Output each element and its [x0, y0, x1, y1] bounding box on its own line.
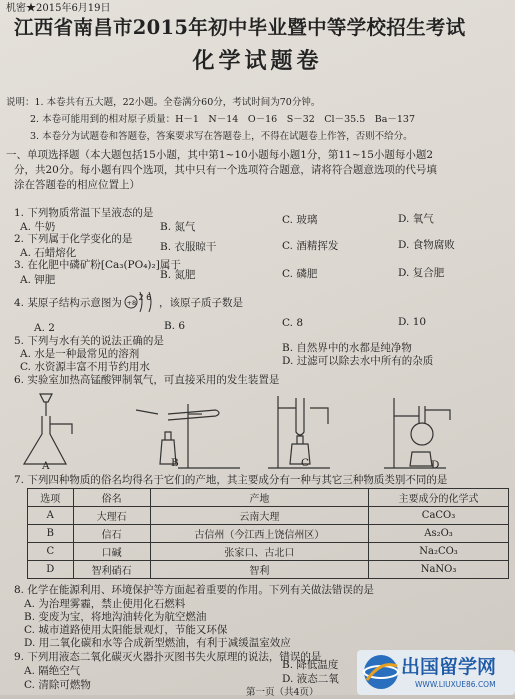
table-cell: B	[28, 525, 74, 543]
section-heading-3: 涂在答题卷的相应位置上）	[14, 179, 140, 191]
table-cell: 云南大理	[150, 507, 368, 525]
question-2-stem: 2. 下列属于化学变化的是	[14, 233, 133, 245]
table-cell: 口碱	[73, 543, 150, 561]
question-5-stem: 5. 下列与水有关的说法正确的是	[14, 335, 164, 347]
q3-option-c: C. 磷肥	[282, 268, 318, 280]
q4-option-b: B. 6	[164, 320, 186, 332]
apparatus-c	[268, 396, 330, 468]
q4-option-a: A. 2	[34, 322, 55, 334]
exam-title: 江西省南昌市2015年初中毕业暨中等学校招生考试	[14, 16, 466, 39]
apparatus-d	[384, 398, 450, 468]
section-heading-1: 一、单项选择题（本大题包括15小题，其中第1~10小题每小题1分，第11~15小题每小题2	[6, 149, 434, 161]
site-watermark	[357, 650, 515, 695]
q1-option-d: D. 氧气	[398, 213, 434, 225]
table-cell: 信石	[73, 525, 150, 543]
table-cell: A	[28, 507, 74, 525]
table-cell: 张家口、古北口	[150, 543, 368, 561]
table-header-row	[28, 489, 509, 507]
table-cell: As₂O₃	[369, 525, 509, 543]
table-header-option: 选项	[28, 489, 74, 507]
table-row	[28, 561, 509, 579]
question-7-table	[27, 488, 509, 579]
q4-option-d: D. 10	[398, 316, 427, 328]
q5-option-b: B. 自然界中的水都是纯净物	[282, 342, 412, 354]
q8-option-c: C. 城市道路使用太阳能景观灯，节能又环保	[24, 624, 228, 636]
q8-option-b: B. 变废为宝，将地沟油转化为航空燃油	[24, 611, 207, 623]
q8-option-d: D. 用二氧化碳和水等合成新型燃油，有利于减缓温室效应	[24, 637, 291, 649]
table-cell: 大理石	[73, 507, 150, 525]
table-row	[28, 525, 509, 543]
table-row	[28, 507, 509, 525]
table-cell: C	[28, 543, 74, 561]
q3-option-b: B. 氮肥	[160, 269, 196, 281]
atom-nucleus-label: +8	[126, 299, 137, 307]
question-4-stem: 4. 某原子结构示意图为	[14, 297, 122, 309]
table-row	[28, 543, 509, 561]
apparatus-b	[136, 404, 240, 468]
q2-option-d: D. 食物腐败	[398, 239, 455, 251]
table-cell: CaCO₃	[369, 507, 509, 525]
note-3: 3. 本卷分为试题卷和答题卷，答案要求写在答题卷上，不得在试题卷上作答，否则不给分。	[30, 131, 413, 142]
question-6-stem: 6. 实验室加热高锰酸钾制氧气，可直接采用的发生装置是	[14, 374, 280, 386]
q9-option-d: D. 液态二氧	[282, 673, 339, 685]
globe-icon	[364, 655, 398, 689]
table-cell: 古信州（今江西上饶信州区）	[150, 525, 368, 543]
q1-option-c: C. 玻璃	[282, 214, 318, 226]
table-header-origin: 产地	[150, 489, 368, 507]
watermark-cn: 出国留学网	[401, 656, 497, 678]
atom-structure-diagram	[124, 288, 158, 316]
exam-subtitle: 化学试题卷	[192, 48, 323, 74]
q3-option-a: A. 钾肥	[20, 274, 56, 286]
q2-option-b: B. 衣服晾干	[160, 241, 217, 253]
apparatus-a	[24, 394, 72, 464]
q2-option-a: A. 石蜡熔化	[20, 247, 77, 259]
table-cell: D	[28, 561, 74, 579]
q9-option-c: C. 清除可燃物	[24, 679, 91, 691]
question-3-stem: 3. 在化肥中磷矿粉[Ca₃(PO₄)₂]属于	[14, 259, 181, 271]
note-1: 说明：1. 本卷共有五大题，22小题。全卷满分60分，考试时间为70分钟。	[6, 97, 321, 108]
note-2: 2. 本卷可能用到的相对原子质量：H－1 N－14 O－16 S－32 Cl－35.5 Ba－137	[30, 114, 416, 125]
watermark-en: WWW.LIUXUE86.COM	[415, 680, 496, 689]
q5-option-c: C. 水资源丰富不用节约用水	[20, 361, 150, 373]
q5-option-a: A. 水是一种最常见的溶剂	[20, 348, 140, 360]
q6-label-a: A	[42, 460, 50, 472]
q3-option-d: D. 复合肥	[398, 267, 445, 279]
table-cell: 智利	[150, 561, 368, 579]
confidential-date: 机密★2015年6月19日	[6, 3, 111, 14]
q1-option-a: A. 牛奶	[20, 221, 56, 233]
q9-option-b: B. 降低温度	[282, 659, 339, 671]
q1-option-b: B. 氮气	[160, 221, 196, 233]
q6-label-d: D	[431, 459, 440, 471]
table-cell: 智利硝石	[73, 561, 150, 579]
q4-option-c: C. 8	[282, 317, 304, 329]
table-cell: Na₂CO₃	[369, 543, 509, 561]
table-header-name: 俗名	[73, 489, 150, 507]
question-8-stem: 8. 化学在能源利用、环境保护等方面起着重要的作用。下列有关做法错误的是	[14, 584, 374, 596]
q6-label-b: B	[171, 457, 179, 469]
section-heading-2: 分，共20分。每小题有四个选项，其中只有一个选项符合题意，请将符合题意选项的代号填	[14, 164, 437, 176]
table-header-formula: 主要成分的化学式	[369, 489, 509, 507]
q2-option-c: C. 酒精挥发	[282, 240, 339, 252]
atom-shell-counts: 2 6	[138, 293, 152, 302]
question-1-stem: 1. 下列物质常温下呈液态的是	[14, 207, 154, 219]
question-7-stem: 7. 下列四种物质的俗名均得名于它们的产地，其主要成分有一种与其它三种物质类别不同的是	[14, 474, 448, 486]
page-footer: 第一页（共4页）	[246, 687, 319, 698]
q6-label-c: C	[301, 457, 310, 469]
question-4-stem-tail: ，该原子质子数是	[159, 297, 243, 309]
q8-option-a: A. 为治理雾霾，禁止使用化石燃料	[24, 598, 186, 610]
table-cell: NaNO₃	[369, 561, 509, 579]
q9-option-a: A. 隔绝空气	[24, 665, 81, 677]
q5-option-d: D. 过滤可以除去水中所有的杂质	[282, 355, 434, 367]
question-9-stem: 9. 下列用液态二氧化碳灭火器扑灭图书失火原理的说法，错误的是	[14, 651, 322, 663]
